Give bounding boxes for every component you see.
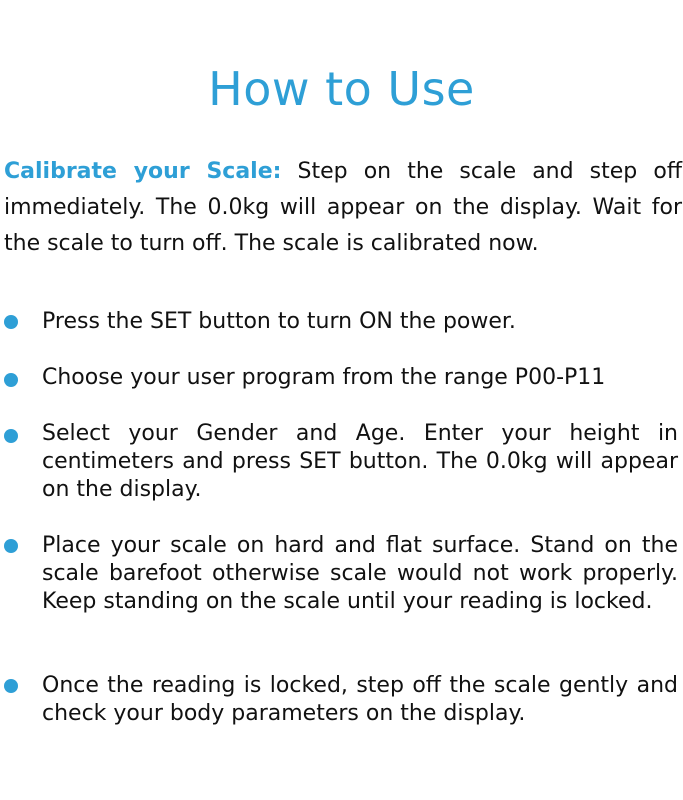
step-text: Choose your user program from the range P00-P11: [42, 365, 606, 390]
bullet-dot-icon: [4, 539, 18, 553]
calibration-paragraph: [4, 154, 682, 262]
bullet-dot-icon: [4, 315, 18, 329]
calibration-text: Step on the scale and step off immediately. The 0.0kg will appear on the display. Wait for the scale to turn off. The scale is calibrated now.: [4, 159, 682, 256]
bullet-dot-icon: [4, 429, 18, 443]
step-text: Place your scale on hard and flat surface. Stand on the scale barefoot otherwise scale would not work properly. Keep standing on the scale until your reading is locked.: [42, 533, 678, 614]
calibration-heading: Calibrate your Scale:: [4, 159, 282, 184]
step-text: Select your Gender and Age. Enter your height in centimeters and press SET button. The 0.0kg will appear on the display.: [42, 421, 678, 502]
bullet-dot-icon: [4, 373, 18, 387]
step-text: Press the SET button to turn ON the power.: [42, 309, 516, 334]
step-text: Once the reading is locked, step off the scale gently and check your body parameters on the display.: [42, 673, 678, 726]
page-title: How to Use: [208, 62, 475, 116]
bullet-dot-icon: [4, 679, 18, 693]
